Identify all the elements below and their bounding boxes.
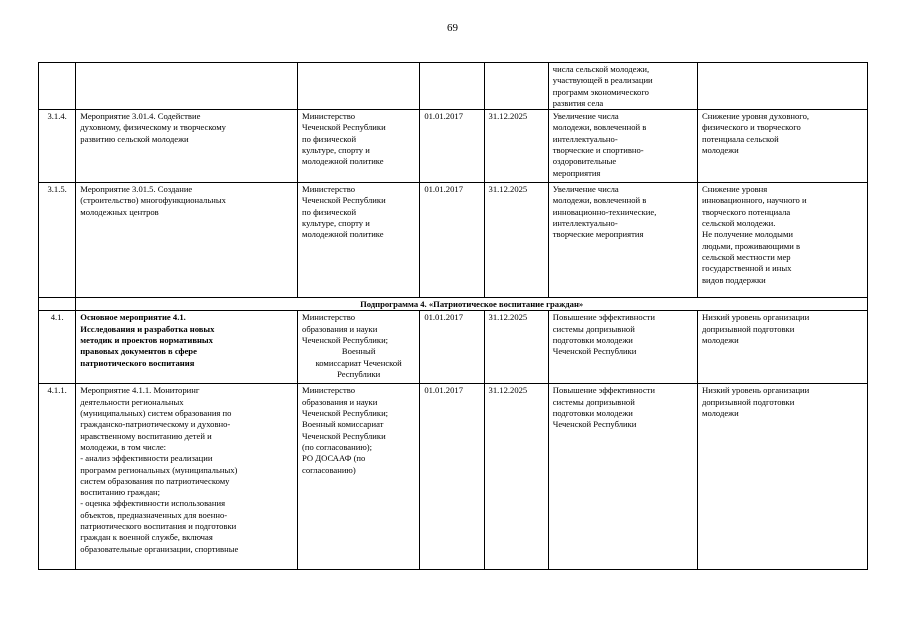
cell-result: числа сельской молодежи, участвующей в реализации программ экономического развития села <box>548 63 697 110</box>
cell-title <box>76 63 298 110</box>
page-number: 69 <box>447 22 458 34</box>
cell-executor: Министерство Чеченской Республики по физической культуре, спорту и молодежной политике <box>298 183 420 298</box>
cell-executor: Министерство образования и науки Чеченской Республики; Военный комиссариат Чеченской Республики (по согласованию); РО ДОСААФ (по согласованию) <box>298 384 420 570</box>
cell-risk: Снижение уровня инновационного, научного и творческого потенциала сельской молодежи. Не получение молодыми людьми, проживающими в сельской местности мер государственной и иных видов поддержки <box>698 183 868 298</box>
cell-start: 01.01.2017 <box>420 183 484 298</box>
subprogram-row <box>39 298 868 311</box>
table-row <box>39 63 868 110</box>
cell-risk: Снижение уровня духовного, физического и творческого потенциала сельской молодежи <box>698 110 868 183</box>
cell-executor: Министерство Чеченской Республики по физической культуре, спорту и молодежной политике <box>298 110 420 183</box>
cell-executor <box>298 63 420 110</box>
cell-title: Мероприятие 3.01.4. Содействие духовному, физическому и творческому развитию сельской молодежи <box>76 110 298 183</box>
cell-num: 4.1. <box>39 311 76 384</box>
measures-table <box>38 62 868 570</box>
cell-num <box>39 298 76 311</box>
table-row <box>39 110 868 183</box>
cell-end: 31.12.2025 <box>484 311 548 384</box>
cell-title: Основное мероприятие 4.1. Исследования и разработка новых методик и проектов нормативных правовых документов в сфере патриотического воспитания <box>76 311 298 384</box>
cell-end: 31.12.2025 <box>484 384 548 570</box>
cell-result: Увеличение числа молодежи, вовлеченной в интеллектуально- творческие и спортивно- оздоровительные мероприятия <box>548 110 697 183</box>
cell-title: Мероприятие 3.01.5. Создание (строительство) многофункциональных молодежных центров <box>76 183 298 298</box>
cell-executor <box>298 311 420 384</box>
subprogram-title: Подпрограмма 4. «Патриотическое воспитание граждан» <box>76 298 868 311</box>
cell-risk: Низкий уровень организации допризывной подготовки молодежи <box>698 311 868 384</box>
cell-title: Мероприятие 4.1.1. Мониторинг деятельности региональных (муниципальных) систем образования по гражданско-патриотическому и духовно- нравственному воспитанию детей и молодежи, в том числе: - анализ эффективности реализации программ региональных (муниципальных) систем образования по патриотическому воспитанию граждан; - оценка эффективности использования объектов, предназначенных для военно- патриотического воспитания и подготовки граждан к военной службе, включая образовательные организации, спортивные <box>76 384 298 570</box>
table-row <box>39 311 868 384</box>
table-row <box>39 183 868 298</box>
cell-num: 3.1.4. <box>39 110 76 183</box>
cell-start: 01.01.2017 <box>420 311 484 384</box>
cell-end <box>484 63 548 110</box>
cell-num: 3.1.5. <box>39 183 76 298</box>
cell-start: 01.01.2017 <box>420 110 484 183</box>
executor-part-b: Военный комиссариат Чеченской Республики <box>315 346 402 379</box>
cell-start: 01.01.2017 <box>420 384 484 570</box>
executor-part-a: Министерство образования и науки Чеченской Республики; <box>302 312 389 346</box>
cell-risk <box>698 63 868 110</box>
cell-result: Повышение эффективности системы допризывной подготовки молодежи Чеченской Республики <box>548 311 697 384</box>
cell-num <box>39 63 76 110</box>
table-row <box>39 384 868 570</box>
cell-end: 31.12.2025 <box>484 183 548 298</box>
cell-result: Увеличение числа молодежи, вовлеченной в инновационно-технические, интеллектуально- творческие мероприятия <box>548 183 697 298</box>
cell-end: 31.12.2025 <box>484 110 548 183</box>
cell-risk: Низкий уровень организации допризывной подготовки молодежи <box>698 384 868 570</box>
cell-start <box>420 63 484 110</box>
cell-num: 4.1.1. <box>39 384 76 570</box>
cell-result: Повышение эффективности системы допризывной подготовки молодежи Чеченской Республики <box>548 384 697 570</box>
